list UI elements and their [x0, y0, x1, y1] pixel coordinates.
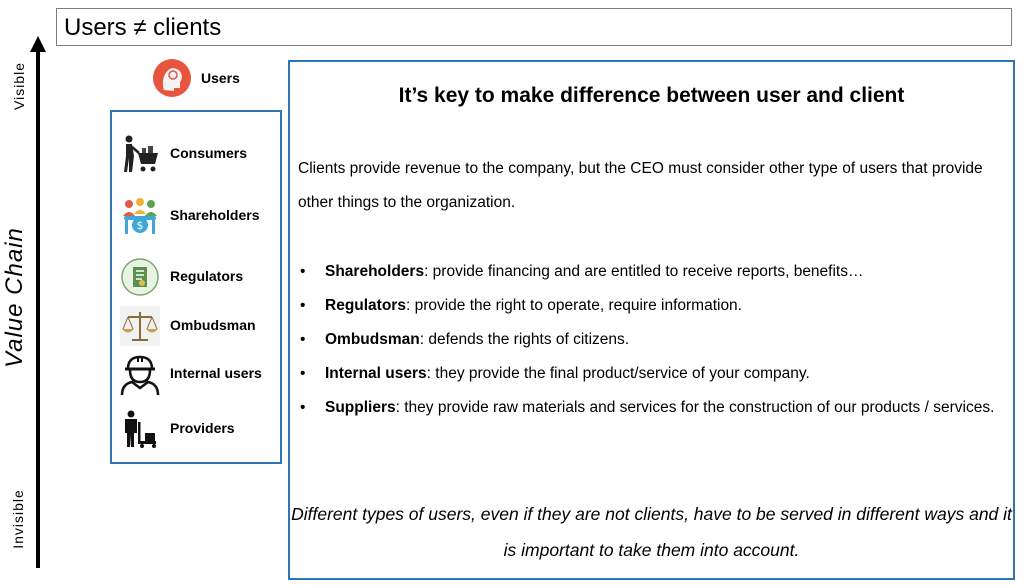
closing-statement: Different types of users, even if they are not clients, have to be served in different ways and it is important to take them into account.: [291, 504, 1012, 560]
bullet-item: • Suppliers: they provide raw materials and services for the construction of our products / services.: [300, 399, 995, 416]
balance-scale-icon: [120, 306, 160, 346]
bullet-text: : they provide raw materials and services for the construction of our products / services.: [395, 399, 995, 416]
list-item-label: Providers: [170, 420, 235, 436]
axis-bottom-label: Invisible: [10, 489, 26, 549]
list-item-label: Internal users: [170, 365, 262, 381]
bullet-text: : provide the right to operate, require information.: [405, 297, 742, 314]
list-item-shareholders: [112, 194, 280, 238]
main-heading: It’s key to make difference between user and client: [398, 84, 905, 107]
intro-paragraph: Clients provide revenue to the company, but the CEO must consider other type of users that provide other things to the organization.: [298, 160, 983, 211]
user-types-box: [110, 110, 282, 464]
list-item-regulators: [112, 255, 280, 299]
list-item-ombudsman: [112, 304, 280, 348]
bullet-item: • Ombudsman: defends the rights of citizens.: [300, 331, 630, 348]
axis-main-label: Value Chain: [1, 227, 28, 368]
value-chain-axis: [36, 50, 40, 568]
regulator-document-icon: [120, 257, 160, 297]
list-item-providers: [112, 407, 280, 451]
bullet-list: [298, 255, 1003, 425]
bullet-item: • Internal users: they provide the final product/service of your company.: [300, 365, 810, 382]
users-label: Users: [201, 70, 240, 86]
bullet-term: Shareholders: [325, 263, 425, 280]
shareholders-icon: [120, 196, 160, 236]
bullet-text: : provide financing and are entitled to receive reports, benefits…: [424, 263, 864, 280]
delivery-person-icon: [120, 409, 160, 449]
axis-top-label: Visible: [11, 62, 27, 110]
list-item-label: Consumers: [170, 145, 248, 161]
bullet-term: Regulators: [325, 297, 406, 314]
bullet-item: • Regulators: provide the right to operate, require information.: [300, 297, 742, 314]
bullet-term: Internal users: [325, 365, 427, 382]
list-item-label: Regulators: [170, 268, 244, 284]
worker-helmet-icon: [118, 352, 162, 396]
page-title: Users ≠ clients: [64, 14, 222, 41]
bullet-text: : they provide the final product/service of your company.: [426, 365, 810, 382]
list-item-consumers: [112, 132, 280, 176]
list-item-label: Ombudsman: [170, 317, 256, 333]
svg-text:$: $: [136, 219, 144, 232]
list-item-label: Shareholders: [170, 207, 260, 223]
bullet-term: Suppliers: [325, 399, 396, 416]
title-box: [56, 8, 1012, 46]
bullet-item: • Shareholders: provide financing and are entitled to receive reports, benefits…: [300, 263, 864, 280]
list-item-internal-users: [112, 352, 280, 396]
bullet-text: : defends the rights of citizens.: [419, 331, 630, 348]
shopping-cart-person-icon: [120, 134, 160, 174]
bullet-term: Ombudsman: [325, 331, 420, 348]
users-head-icon: [152, 58, 192, 98]
explanation-box: [288, 60, 1015, 580]
